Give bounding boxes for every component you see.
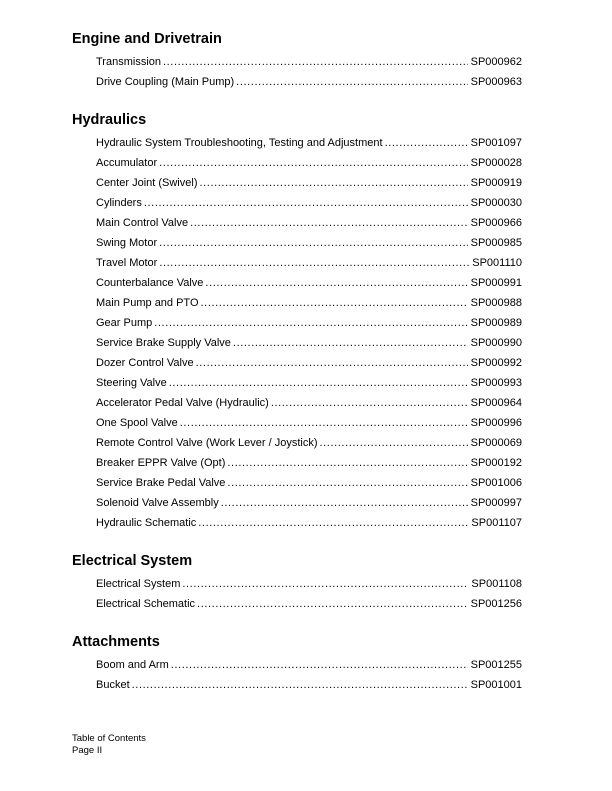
dot-leader bbox=[198, 513, 468, 533]
toc-entry[interactable] bbox=[96, 173, 522, 193]
dot-leader bbox=[201, 293, 468, 313]
entry-code: SP000988 bbox=[470, 297, 522, 309]
entry-code: SP000989 bbox=[470, 317, 522, 329]
entry-code: SP001110 bbox=[472, 257, 522, 269]
entry-code: SP001108 bbox=[471, 578, 522, 590]
toc-entry[interactable] bbox=[96, 153, 522, 173]
toc-section bbox=[72, 110, 522, 533]
entry-title: Main Pump and PTO bbox=[96, 297, 199, 309]
entry-title: Hydraulic Schematic bbox=[96, 517, 197, 529]
dot-leader bbox=[182, 574, 468, 594]
dot-leader bbox=[171, 655, 468, 675]
toc-entry[interactable] bbox=[96, 513, 522, 533]
section-heading: Attachments bbox=[72, 634, 160, 650]
dot-leader bbox=[132, 675, 468, 695]
entry-title: Gear Pump bbox=[96, 317, 153, 329]
dot-leader bbox=[221, 493, 468, 513]
toc-entry[interactable] bbox=[96, 453, 522, 473]
toc-section bbox=[72, 29, 522, 92]
entry-code: SP000919 bbox=[470, 177, 522, 189]
toc-entry[interactable] bbox=[96, 233, 522, 253]
entry-code: SP001255 bbox=[470, 659, 522, 671]
entry-title: Drive Coupling (Main Pump) bbox=[96, 76, 235, 88]
entry-title: Counterbalance Valve bbox=[96, 277, 204, 289]
toc-entry[interactable] bbox=[96, 594, 522, 614]
toc-entry[interactable] bbox=[96, 574, 522, 594]
dot-leader bbox=[205, 273, 467, 293]
toc-entry[interactable] bbox=[96, 273, 522, 293]
entry-code: SP000963 bbox=[470, 76, 522, 88]
toc-entry[interactable] bbox=[96, 353, 522, 373]
entry-title: Dozer Control Valve bbox=[96, 357, 194, 369]
entry-code: SP001001 bbox=[470, 679, 522, 691]
entry-code: SP000993 bbox=[470, 377, 522, 389]
dot-leader bbox=[180, 413, 468, 433]
entry-title: Accelerator Pedal Valve (Hydraulic) bbox=[96, 397, 269, 409]
section-heading: Engine and Drivetrain bbox=[72, 31, 222, 47]
dot-leader bbox=[320, 433, 468, 453]
entry-title: Travel Motor bbox=[96, 257, 158, 269]
entry-title: Swing Motor bbox=[96, 237, 158, 249]
entry-title: Service Brake Supply Valve bbox=[96, 337, 231, 349]
entry-code: SP000028 bbox=[470, 157, 522, 169]
entry-code: SP000069 bbox=[470, 437, 522, 449]
toc-entry[interactable] bbox=[96, 313, 522, 333]
entry-code: SP001107 bbox=[471, 517, 522, 529]
dot-leader bbox=[169, 373, 468, 393]
section-heading: Hydraulics bbox=[72, 112, 147, 128]
page-footer bbox=[72, 733, 146, 757]
toc-entry[interactable] bbox=[96, 493, 522, 513]
entry-code: SP001006 bbox=[470, 477, 522, 489]
entry-code: SP000966 bbox=[470, 217, 522, 229]
entry-code: SP000991 bbox=[470, 277, 522, 289]
entry-code: SP000990 bbox=[470, 337, 522, 349]
entry-title: Center Joint (Swivel) bbox=[96, 177, 198, 189]
dot-leader bbox=[159, 233, 467, 253]
entry-title: Hydraulic System Troubleshooting, Testing and Adjustment bbox=[96, 137, 383, 149]
entry-title: Electrical System bbox=[96, 578, 181, 590]
toc-entry[interactable] bbox=[96, 253, 522, 273]
entry-title: Main Control Valve bbox=[96, 217, 189, 229]
dot-leader bbox=[233, 333, 468, 353]
dot-leader bbox=[227, 473, 467, 493]
toc-entry[interactable] bbox=[96, 72, 522, 92]
toc-entry[interactable] bbox=[96, 433, 522, 453]
entry-title: One Spool Valve bbox=[96, 417, 178, 429]
entry-code: SP000962 bbox=[470, 56, 522, 68]
toc-entry[interactable] bbox=[96, 473, 522, 493]
toc-entry[interactable] bbox=[96, 393, 522, 413]
toc-section bbox=[72, 632, 522, 695]
entry-title: Cylinders bbox=[96, 197, 142, 209]
entry-title: Breaker EPPR Valve (Opt) bbox=[96, 457, 226, 469]
entry-code: SP000997 bbox=[470, 497, 522, 509]
entry-title: Bucket bbox=[96, 679, 130, 691]
dot-leader bbox=[385, 133, 468, 153]
entry-code: SP000996 bbox=[470, 417, 522, 429]
entry-code: SP000992 bbox=[470, 357, 522, 369]
dot-leader bbox=[159, 153, 467, 173]
toc-entry[interactable] bbox=[96, 413, 522, 433]
dot-leader bbox=[227, 453, 467, 473]
entry-code: SP001097 bbox=[470, 137, 522, 149]
dot-leader bbox=[144, 193, 468, 213]
section-heading: Electrical System bbox=[72, 553, 193, 569]
entry-title: Steering Valve bbox=[96, 377, 167, 389]
entry-title: Accumulator bbox=[96, 157, 158, 169]
toc-entry[interactable] bbox=[96, 293, 522, 313]
dot-leader bbox=[197, 594, 468, 614]
toc-entry[interactable] bbox=[96, 193, 522, 213]
entry-code: SP000192 bbox=[470, 457, 522, 469]
dot-leader bbox=[236, 72, 467, 92]
toc-entry[interactable] bbox=[96, 373, 522, 393]
footer-title: Table of Contents bbox=[72, 733, 146, 744]
toc-entry[interactable] bbox=[96, 133, 522, 153]
toc-section bbox=[72, 551, 522, 614]
entry-code: SP000985 bbox=[470, 237, 522, 249]
entry-code: SP000030 bbox=[470, 197, 522, 209]
toc-entry[interactable] bbox=[96, 52, 522, 72]
dot-leader bbox=[199, 173, 467, 193]
page-number: Page II bbox=[72, 745, 103, 756]
toc-entry[interactable] bbox=[96, 333, 522, 353]
entry-title: Service Brake Pedal Valve bbox=[96, 477, 226, 489]
dot-leader bbox=[190, 213, 467, 233]
entry-title: Solenoid Valve Assembly bbox=[96, 497, 219, 509]
dot-leader bbox=[159, 253, 469, 273]
entry-title: Remote Control Valve (Work Lever / Joystick) bbox=[96, 437, 318, 449]
toc-entry[interactable] bbox=[96, 213, 522, 233]
entry-title: Boom and Arm bbox=[96, 659, 169, 671]
dot-leader bbox=[163, 52, 468, 72]
table-of-contents bbox=[72, 29, 522, 713]
dot-leader bbox=[271, 393, 468, 413]
entry-title: Electrical Schematic bbox=[96, 598, 196, 610]
dot-leader bbox=[196, 353, 468, 373]
toc-entry[interactable] bbox=[96, 655, 522, 675]
entry-title: Transmission bbox=[96, 56, 161, 68]
entry-code: SP000964 bbox=[470, 397, 522, 409]
entry-code: SP001256 bbox=[470, 598, 522, 610]
dot-leader bbox=[154, 313, 467, 333]
toc-entry[interactable] bbox=[96, 675, 522, 695]
